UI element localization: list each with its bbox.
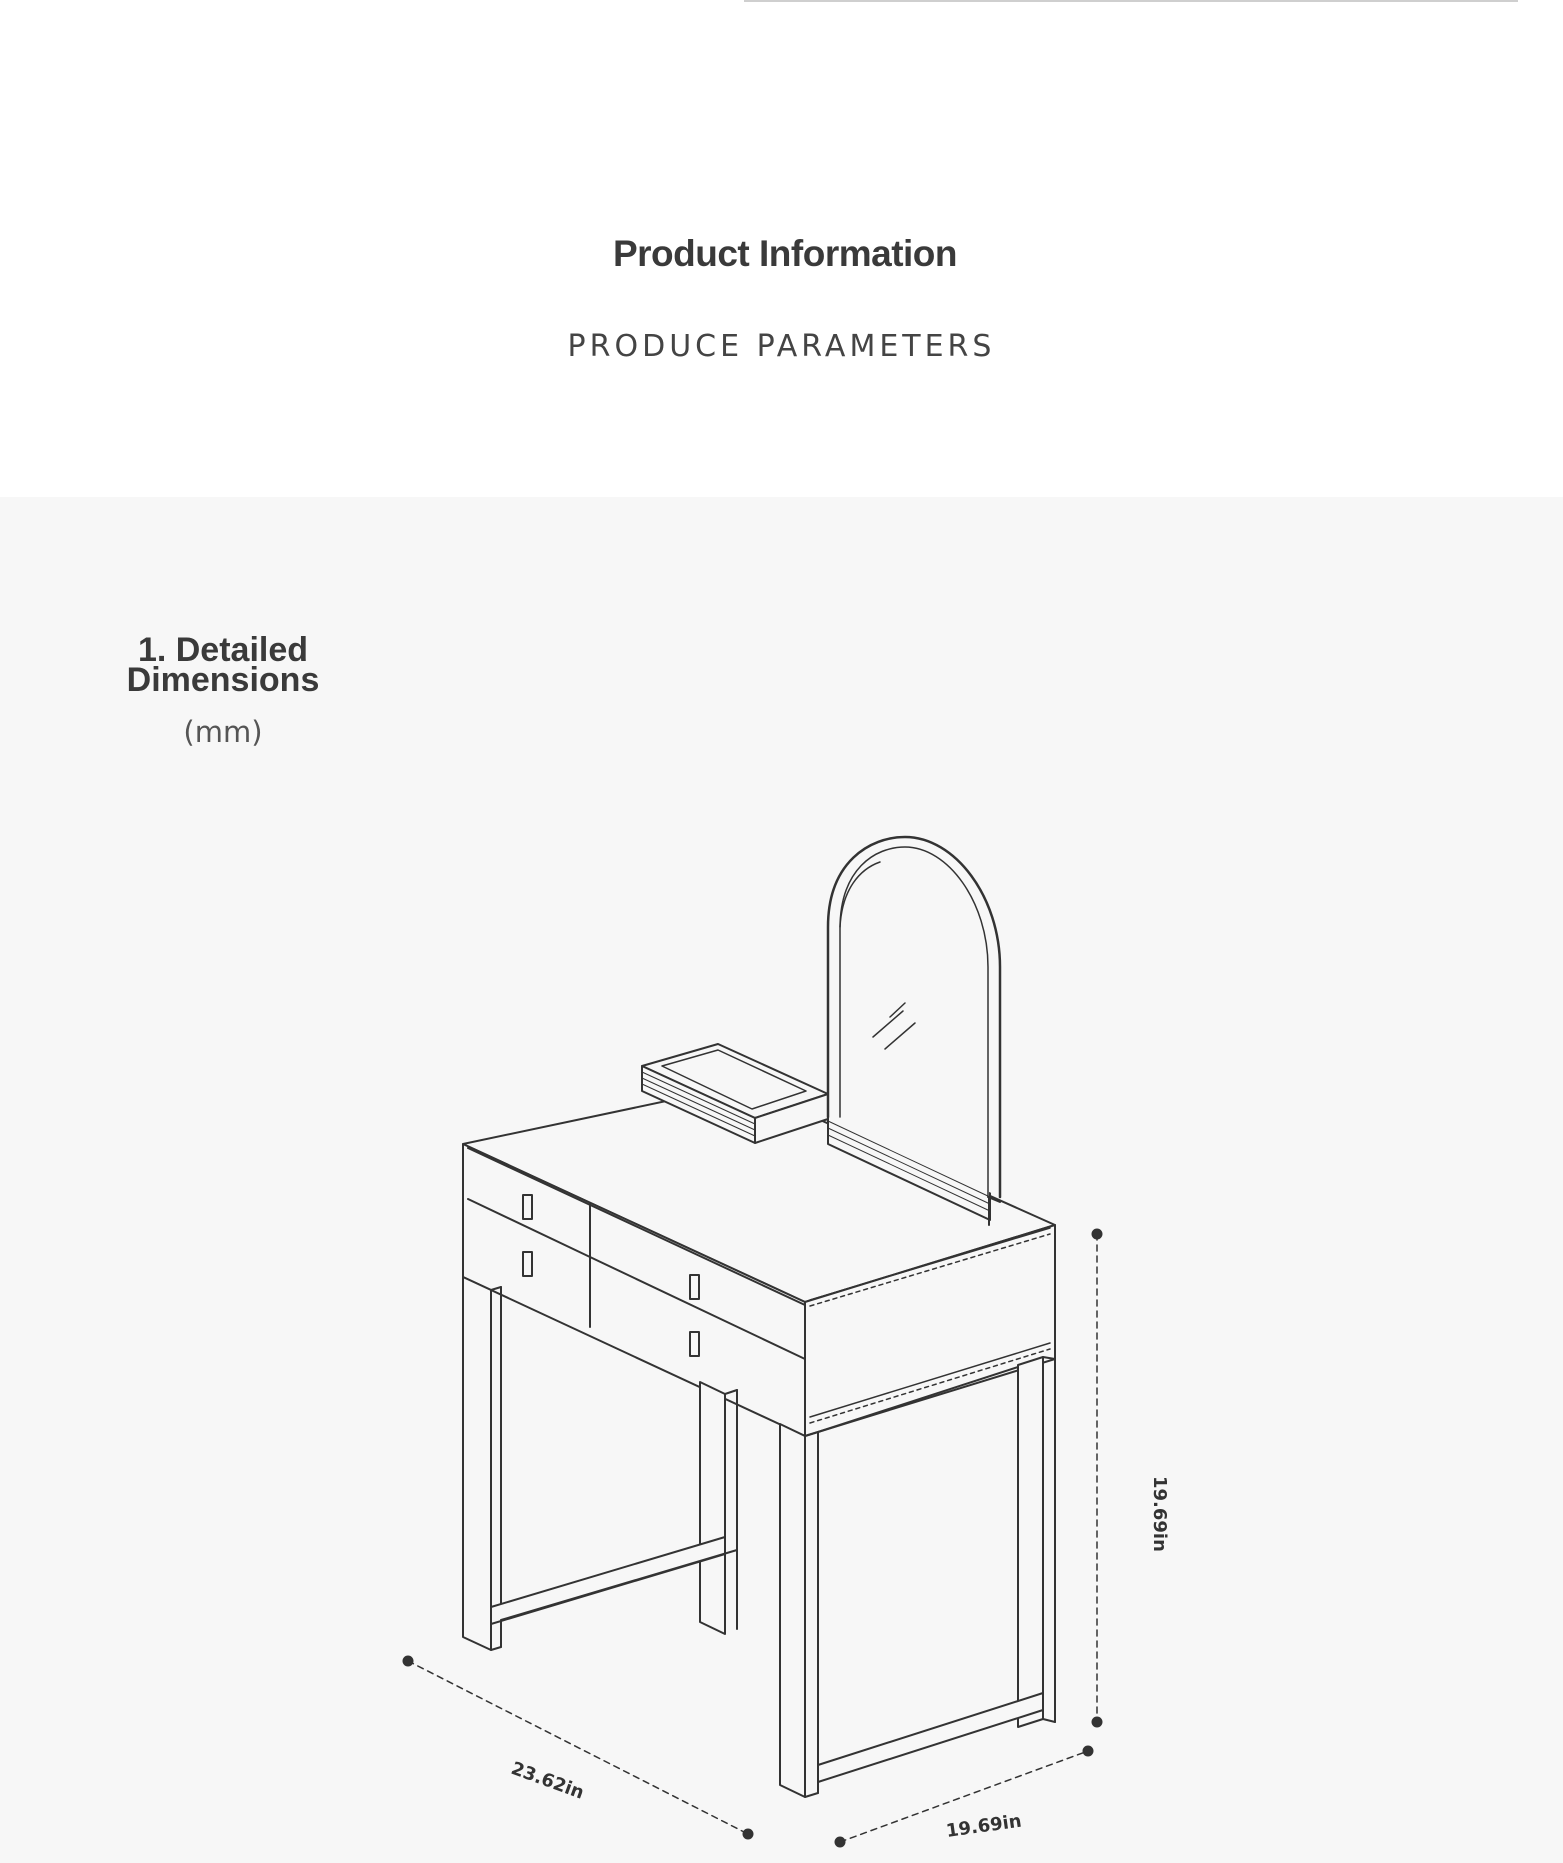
- width-label: 19.69in: [944, 1810, 1023, 1842]
- vanity-table-line-drawing: [0, 497, 1563, 1863]
- divider: [744, 0, 1518, 2]
- leg-front-left: [463, 1277, 491, 1650]
- page-title: Product Information: [612, 233, 958, 274]
- page-subtitle: PRODUCE PARAMETERS: [567, 329, 996, 364]
- height-dimension: [1093, 1230, 1102, 1727]
- dimensions-heading-line2: Dimensions: [126, 661, 320, 699]
- length-label: 23.62in: [508, 1757, 587, 1804]
- dimensions-unit: (mm): [183, 715, 263, 749]
- stretcher-left: [491, 1537, 725, 1624]
- height-label: 19.69in: [1149, 1476, 1170, 1552]
- dimensions-section: [0, 497, 1563, 1863]
- dimensions-heading-line1: 1. Detailed: [137, 631, 309, 669]
- stretcher-right: [818, 1693, 1043, 1782]
- leg-front-right: [780, 1424, 805, 1797]
- leg-rear-right: [1018, 1357, 1043, 1727]
- leg-rear-left: [700, 1382, 725, 1634]
- header-section: [0, 0, 1563, 497]
- length-dimension: [404, 1657, 753, 1839]
